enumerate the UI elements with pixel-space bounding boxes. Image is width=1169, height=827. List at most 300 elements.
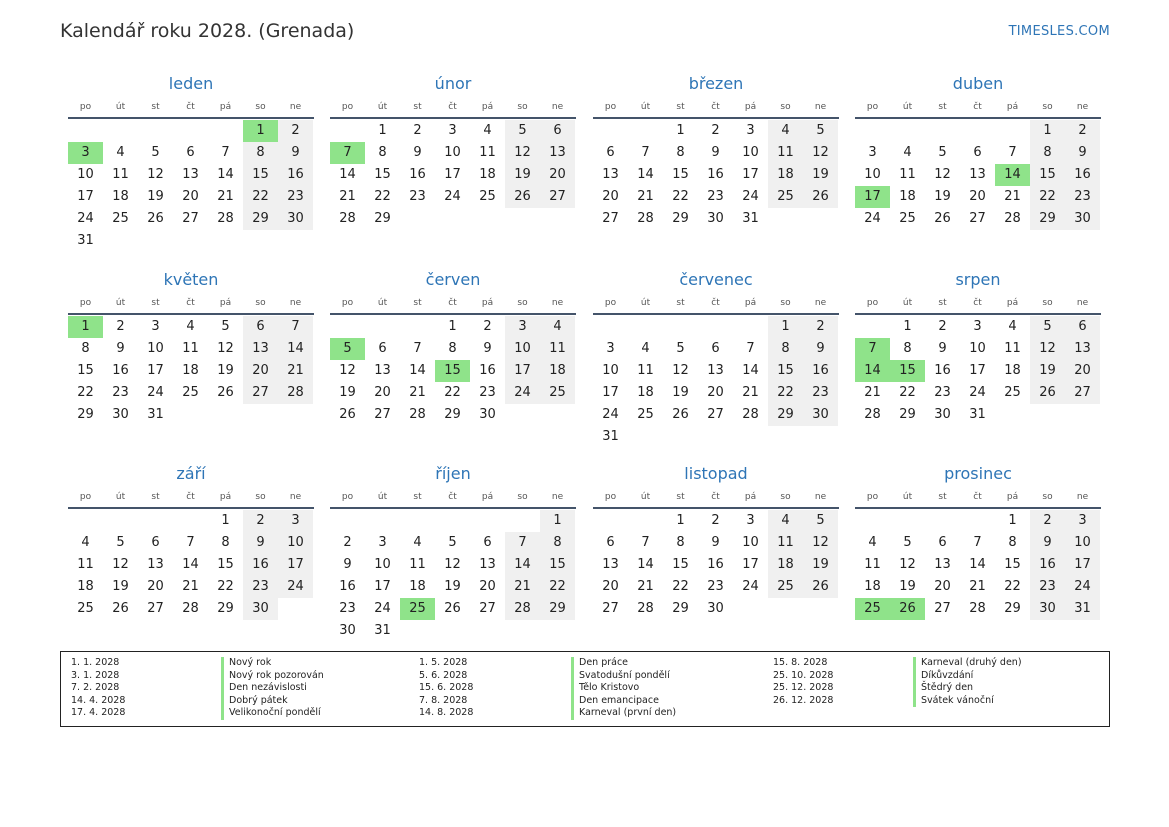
day-cell[interactable]: 4 xyxy=(186,319,195,334)
day-cell[interactable]: 2 xyxy=(243,510,278,532)
day-cell[interactable]: 22 xyxy=(540,576,575,598)
day-cell[interactable]: 21 xyxy=(182,579,199,594)
day-cell[interactable]: 18 xyxy=(182,363,199,378)
day-cell[interactable]: 26 xyxy=(339,407,356,422)
day-cell[interactable]: 25 xyxy=(768,186,803,208)
day-cell[interactable]: 6 xyxy=(938,535,947,550)
day-cell[interactable]: 11 xyxy=(409,557,426,572)
day-cell[interactable]: 5 xyxy=(676,341,685,356)
day-cell[interactable]: 23 xyxy=(112,385,129,400)
day-cell[interactable]: 13 xyxy=(934,557,951,572)
day-cell[interactable]: 3 xyxy=(1065,510,1100,532)
day-cell[interactable]: 14 xyxy=(278,338,313,360)
day-cell[interactable]: 4 xyxy=(768,510,803,532)
day-cell[interactable]: 8 xyxy=(540,532,575,554)
day-cell[interactable]: 17 xyxy=(855,186,890,208)
day-cell[interactable]: 11 xyxy=(899,167,916,182)
day-cell[interactable]: 23 xyxy=(243,576,278,598)
day-cell[interactable]: 19 xyxy=(803,164,838,186)
day-cell[interactable]: 3 xyxy=(151,319,160,334)
day-cell[interactable]: 5 xyxy=(903,535,912,550)
day-cell[interactable]: 7 xyxy=(221,145,230,160)
day-cell[interactable]: 5 xyxy=(330,338,365,360)
day-cell[interactable]: 22 xyxy=(672,189,689,204)
day-cell[interactable]: 20 xyxy=(540,164,575,186)
day-cell[interactable]: 22 xyxy=(1004,579,1021,594)
day-cell[interactable]: 23 xyxy=(339,601,356,616)
day-cell[interactable]: 14 xyxy=(182,557,199,572)
day-cell[interactable]: 10 xyxy=(444,145,461,160)
day-cell[interactable]: 19 xyxy=(803,554,838,576)
day-cell[interactable]: 13 xyxy=(969,167,986,182)
day-cell[interactable]: 8 xyxy=(1008,535,1017,550)
day-cell[interactable]: 11 xyxy=(1004,341,1021,356)
day-cell[interactable]: 15 xyxy=(243,164,278,186)
day-cell[interactable]: 25 xyxy=(400,598,435,620)
day-cell[interactable]: 30 xyxy=(339,623,356,638)
day-cell[interactable]: 25 xyxy=(1004,385,1021,400)
day-cell[interactable]: 11 xyxy=(637,363,654,378)
day-cell[interactable]: 29 xyxy=(444,407,461,422)
day-cell[interactable]: 9 xyxy=(116,341,125,356)
day-cell[interactable]: 9 xyxy=(711,535,720,550)
day-cell[interactable]: 6 xyxy=(606,145,615,160)
day-cell[interactable]: 29 xyxy=(243,208,278,230)
day-cell[interactable]: 27 xyxy=(374,407,391,422)
day-cell[interactable]: 18 xyxy=(637,385,654,400)
day-cell[interactable]: 16 xyxy=(339,579,356,594)
day-cell[interactable]: 15 xyxy=(540,554,575,576)
day-cell[interactable]: 13 xyxy=(374,363,391,378)
day-cell[interactable]: 3 xyxy=(378,535,387,550)
day-cell[interactable]: 5 xyxy=(221,319,230,334)
day-cell[interactable]: 13 xyxy=(1065,338,1100,360)
day-cell[interactable]: 9 xyxy=(483,341,492,356)
day-cell[interactable]: 15 xyxy=(672,167,689,182)
day-cell[interactable]: 23 xyxy=(479,385,496,400)
day-cell[interactable]: 28 xyxy=(409,407,426,422)
day-cell[interactable]: 30 xyxy=(479,407,496,422)
day-cell[interactable]: 29 xyxy=(672,601,689,616)
day-cell[interactable]: 25 xyxy=(182,385,199,400)
day-cell[interactable]: 9 xyxy=(243,532,278,554)
day-cell[interactable]: 20 xyxy=(243,360,278,382)
day-cell[interactable]: 30 xyxy=(112,407,129,422)
day-cell[interactable]: 26 xyxy=(672,407,689,422)
day-cell[interactable]: 20 xyxy=(602,189,619,204)
day-cell[interactable]: 7 xyxy=(330,142,365,164)
day-cell[interactable]: 20 xyxy=(182,189,199,204)
day-cell[interactable]: 7 xyxy=(746,341,755,356)
day-cell[interactable]: 9 xyxy=(711,145,720,160)
day-cell[interactable]: 10 xyxy=(505,338,540,360)
day-cell[interactable]: 6 xyxy=(540,120,575,142)
day-cell[interactable]: 26 xyxy=(147,211,164,226)
day-cell[interactable]: 17 xyxy=(444,167,461,182)
day-cell[interactable]: 31 xyxy=(147,407,164,422)
day-cell[interactable]: 15 xyxy=(435,360,470,382)
day-cell[interactable]: 11 xyxy=(540,338,575,360)
day-cell[interactable]: 21 xyxy=(742,385,759,400)
day-cell[interactable]: 2 xyxy=(1065,120,1100,142)
day-cell[interactable]: 12 xyxy=(1030,338,1065,360)
day-cell[interactable]: 30 xyxy=(243,598,278,620)
day-cell[interactable]: 5 xyxy=(803,120,838,142)
day-cell[interactable]: 12 xyxy=(934,167,951,182)
day-cell[interactable]: 26 xyxy=(1030,382,1065,404)
day-cell[interactable]: 14 xyxy=(217,167,234,182)
day-cell[interactable]: 2 xyxy=(343,535,352,550)
day-cell[interactable]: 5 xyxy=(116,535,125,550)
day-cell[interactable]: 22 xyxy=(77,385,94,400)
day-cell[interactable]: 3 xyxy=(606,341,615,356)
day-cell[interactable]: 16 xyxy=(803,360,838,382)
day-cell[interactable]: 11 xyxy=(864,557,881,572)
day-cell[interactable]: 28 xyxy=(278,382,313,404)
day-cell[interactable]: 13 xyxy=(182,167,199,182)
day-cell[interactable]: 6 xyxy=(378,341,387,356)
day-cell[interactable]: 23 xyxy=(707,189,724,204)
day-cell[interactable]: 28 xyxy=(864,407,881,422)
day-cell[interactable]: 29 xyxy=(217,601,234,616)
day-cell[interactable]: 4 xyxy=(768,120,803,142)
day-cell[interactable]: 1 xyxy=(903,319,912,334)
day-cell[interactable]: 18 xyxy=(1004,363,1021,378)
day-cell[interactable]: 11 xyxy=(768,142,803,164)
day-cell[interactable]: 13 xyxy=(602,557,619,572)
day-cell[interactable]: 22 xyxy=(672,579,689,594)
day-cell[interactable]: 19 xyxy=(339,385,356,400)
day-cell[interactable]: 15 xyxy=(77,363,94,378)
day-cell[interactable]: 28 xyxy=(742,407,759,422)
day-cell[interactable]: 17 xyxy=(602,385,619,400)
day-cell[interactable]: 27 xyxy=(1065,382,1100,404)
day-cell[interactable]: 1 xyxy=(378,123,387,138)
day-cell[interactable]: 6 xyxy=(151,535,160,550)
day-cell[interactable]: 21 xyxy=(505,576,540,598)
day-cell[interactable]: 11 xyxy=(182,341,199,356)
day-cell[interactable]: 7 xyxy=(505,532,540,554)
day-cell[interactable]: 6 xyxy=(606,535,615,550)
day-cell[interactable]: 29 xyxy=(899,407,916,422)
day-cell[interactable]: 2 xyxy=(1030,510,1065,532)
day-cell[interactable]: 15 xyxy=(890,360,925,382)
day-cell[interactable]: 11 xyxy=(77,557,94,572)
day-cell[interactable]: 24 xyxy=(742,189,759,204)
day-cell[interactable]: 24 xyxy=(969,385,986,400)
day-cell[interactable]: 30 xyxy=(278,208,313,230)
day-cell[interactable]: 23 xyxy=(707,579,724,594)
day-cell[interactable]: 20 xyxy=(147,579,164,594)
day-cell[interactable]: 16 xyxy=(409,167,426,182)
day-cell[interactable]: 4 xyxy=(483,123,492,138)
day-cell[interactable]: 10 xyxy=(742,145,759,160)
day-cell[interactable]: 14 xyxy=(637,167,654,182)
day-cell[interactable]: 2 xyxy=(803,316,838,338)
day-cell[interactable]: 20 xyxy=(707,385,724,400)
day-cell[interactable]: 21 xyxy=(1004,189,1021,204)
day-cell[interactable]: 1 xyxy=(1008,513,1017,528)
day-cell[interactable]: 31 xyxy=(1065,598,1100,620)
day-cell[interactable]: 25 xyxy=(479,189,496,204)
day-cell[interactable]: 10 xyxy=(864,167,881,182)
day-cell[interactable]: 15 xyxy=(374,167,391,182)
day-cell[interactable]: 6 xyxy=(1065,316,1100,338)
day-cell[interactable]: 4 xyxy=(81,535,90,550)
day-cell[interactable]: 3 xyxy=(746,513,755,528)
day-cell[interactable]: 31 xyxy=(969,407,986,422)
day-cell[interactable]: 16 xyxy=(243,554,278,576)
day-cell[interactable]: 3 xyxy=(505,316,540,338)
day-cell[interactable]: 31 xyxy=(77,233,94,248)
day-cell[interactable]: 8 xyxy=(243,142,278,164)
day-cell[interactable]: 28 xyxy=(217,211,234,226)
day-cell[interactable]: 18 xyxy=(899,189,916,204)
day-cell[interactable]: 27 xyxy=(934,601,951,616)
day-cell[interactable]: 8 xyxy=(378,145,387,160)
day-cell[interactable]: 8 xyxy=(768,338,803,360)
day-cell[interactable]: 20 xyxy=(479,579,496,594)
day-cell[interactable]: 31 xyxy=(742,211,759,226)
day-cell[interactable]: 21 xyxy=(969,579,986,594)
day-cell[interactable]: 1 xyxy=(676,123,685,138)
day-cell[interactable]: 1 xyxy=(243,120,278,142)
day-cell[interactable]: 1 xyxy=(68,316,103,338)
day-cell[interactable]: 30 xyxy=(1030,598,1065,620)
day-cell[interactable]: 7 xyxy=(973,535,982,550)
day-cell[interactable]: 25 xyxy=(899,211,916,226)
day-cell[interactable]: 29 xyxy=(77,407,94,422)
day-cell[interactable]: 18 xyxy=(479,167,496,182)
day-cell[interactable]: 17 xyxy=(77,189,94,204)
day-cell[interactable]: 10 xyxy=(969,341,986,356)
day-cell[interactable]: 4 xyxy=(641,341,650,356)
day-cell[interactable]: 13 xyxy=(540,142,575,164)
day-cell[interactable]: 22 xyxy=(243,186,278,208)
day-cell[interactable]: 16 xyxy=(479,363,496,378)
day-cell[interactable]: 5 xyxy=(1030,316,1065,338)
day-cell[interactable]: 4 xyxy=(1008,319,1017,334)
day-cell[interactable]: 27 xyxy=(602,601,619,616)
day-cell[interactable]: 27 xyxy=(147,601,164,616)
day-cell[interactable]: 26 xyxy=(112,601,129,616)
day-cell[interactable]: 30 xyxy=(707,211,724,226)
day-cell[interactable]: 31 xyxy=(374,623,391,638)
day-cell[interactable]: 17 xyxy=(147,363,164,378)
day-cell[interactable]: 12 xyxy=(147,167,164,182)
day-cell[interactable]: 7 xyxy=(855,338,890,360)
day-cell[interactable]: 22 xyxy=(374,189,391,204)
day-cell[interactable]: 15 xyxy=(1004,557,1021,572)
day-cell[interactable]: 29 xyxy=(1030,208,1065,230)
day-cell[interactable]: 12 xyxy=(803,142,838,164)
day-cell[interactable]: 24 xyxy=(278,576,313,598)
day-cell[interactable]: 12 xyxy=(444,557,461,572)
day-cell[interactable]: 29 xyxy=(540,598,575,620)
day-cell[interactable]: 22 xyxy=(1030,186,1065,208)
day-cell[interactable]: 17 xyxy=(742,167,759,182)
day-cell[interactable]: 21 xyxy=(637,189,654,204)
day-cell[interactable]: 20 xyxy=(1065,360,1100,382)
day-cell[interactable]: 9 xyxy=(278,142,313,164)
day-cell[interactable]: 13 xyxy=(147,557,164,572)
day-cell[interactable]: 4 xyxy=(540,316,575,338)
day-cell[interactable]: 5 xyxy=(151,145,160,160)
day-cell[interactable]: 16 xyxy=(1065,164,1100,186)
day-cell[interactable]: 14 xyxy=(855,360,890,382)
day-cell[interactable]: 19 xyxy=(899,579,916,594)
day-cell[interactable]: 16 xyxy=(707,167,724,182)
day-cell[interactable]: 6 xyxy=(243,316,278,338)
day-cell[interactable]: 9 xyxy=(1030,532,1065,554)
day-cell[interactable]: 18 xyxy=(768,554,803,576)
day-cell[interactable]: 19 xyxy=(672,385,689,400)
day-cell[interactable]: 12 xyxy=(112,557,129,572)
day-cell[interactable]: 1 xyxy=(221,513,230,528)
day-cell[interactable]: 20 xyxy=(934,579,951,594)
day-cell[interactable]: 26 xyxy=(934,211,951,226)
day-cell[interactable]: 24 xyxy=(864,211,881,226)
day-cell[interactable]: 13 xyxy=(707,363,724,378)
day-cell[interactable]: 15 xyxy=(672,557,689,572)
day-cell[interactable]: 30 xyxy=(934,407,951,422)
day-cell[interactable]: 23 xyxy=(1030,576,1065,598)
day-cell[interactable]: 25 xyxy=(768,576,803,598)
day-cell[interactable]: 21 xyxy=(217,189,234,204)
day-cell[interactable]: 10 xyxy=(147,341,164,356)
day-cell[interactable]: 16 xyxy=(112,363,129,378)
day-cell[interactable]: 15 xyxy=(768,360,803,382)
day-cell[interactable]: 7 xyxy=(278,316,313,338)
day-cell[interactable]: 25 xyxy=(77,601,94,616)
day-cell[interactable]: 24 xyxy=(1065,576,1100,598)
day-cell[interactable]: 2 xyxy=(938,319,947,334)
day-cell[interactable]: 12 xyxy=(803,532,838,554)
day-cell[interactable]: 9 xyxy=(1065,142,1100,164)
day-cell[interactable]: 18 xyxy=(864,579,881,594)
day-cell[interactable]: 4 xyxy=(413,535,422,550)
day-cell[interactable]: 30 xyxy=(1065,208,1100,230)
day-cell[interactable]: 27 xyxy=(243,382,278,404)
day-cell[interactable]: 24 xyxy=(742,579,759,594)
day-cell[interactable]: 18 xyxy=(540,360,575,382)
day-cell[interactable]: 4 xyxy=(116,145,125,160)
day-cell[interactable]: 27 xyxy=(182,211,199,226)
day-cell[interactable]: 12 xyxy=(217,341,234,356)
day-cell[interactable]: 12 xyxy=(672,363,689,378)
day-cell[interactable]: 17 xyxy=(505,360,540,382)
day-cell[interactable]: 13 xyxy=(243,338,278,360)
day-cell[interactable]: 25 xyxy=(112,211,129,226)
day-cell[interactable]: 14 xyxy=(995,164,1030,186)
day-cell[interactable]: 20 xyxy=(374,385,391,400)
day-cell[interactable]: 15 xyxy=(217,557,234,572)
day-cell[interactable]: 1 xyxy=(1030,120,1065,142)
day-cell[interactable]: 10 xyxy=(278,532,313,554)
day-cell[interactable]: 8 xyxy=(1030,142,1065,164)
day-cell[interactable]: 1 xyxy=(448,319,457,334)
day-cell[interactable]: 5 xyxy=(938,145,947,160)
day-cell[interactable]: 2 xyxy=(711,123,720,138)
day-cell[interactable]: 24 xyxy=(374,601,391,616)
day-cell[interactable]: 29 xyxy=(374,211,391,226)
day-cell[interactable]: 13 xyxy=(479,557,496,572)
day-cell[interactable]: 6 xyxy=(973,145,982,160)
day-cell[interactable]: 29 xyxy=(1004,601,1021,616)
day-cell[interactable]: 30 xyxy=(803,404,838,426)
day-cell[interactable]: 2 xyxy=(711,513,720,528)
day-cell[interactable]: 16 xyxy=(278,164,313,186)
day-cell[interactable]: 10 xyxy=(1065,532,1100,554)
day-cell[interactable]: 25 xyxy=(637,407,654,422)
day-cell[interactable]: 19 xyxy=(1030,360,1065,382)
day-cell[interactable]: 14 xyxy=(969,557,986,572)
day-cell[interactable]: 19 xyxy=(934,189,951,204)
day-cell[interactable]: 14 xyxy=(505,554,540,576)
day-cell[interactable]: 7 xyxy=(1008,145,1017,160)
day-cell[interactable]: 17 xyxy=(278,554,313,576)
day-cell[interactable]: 28 xyxy=(969,601,986,616)
day-cell[interactable]: 27 xyxy=(540,186,575,208)
day-cell[interactable]: 24 xyxy=(77,211,94,226)
day-cell[interactable]: 17 xyxy=(742,557,759,572)
day-cell[interactable]: 25 xyxy=(540,382,575,404)
day-cell[interactable]: 9 xyxy=(938,341,947,356)
day-cell[interactable]: 28 xyxy=(339,211,356,226)
day-cell[interactable]: 2 xyxy=(116,319,125,334)
day-cell[interactable]: 23 xyxy=(278,186,313,208)
day-cell[interactable]: 7 xyxy=(186,535,195,550)
day-cell[interactable]: 9 xyxy=(803,338,838,360)
day-cell[interactable]: 27 xyxy=(479,601,496,616)
day-cell[interactable]: 11 xyxy=(112,167,129,182)
day-cell[interactable]: 14 xyxy=(339,167,356,182)
day-cell[interactable]: 26 xyxy=(217,385,234,400)
day-cell[interactable]: 30 xyxy=(707,601,724,616)
day-cell[interactable]: 22 xyxy=(899,385,916,400)
day-cell[interactable]: 2 xyxy=(413,123,422,138)
day-cell[interactable]: 8 xyxy=(81,341,90,356)
day-cell[interactable]: 27 xyxy=(969,211,986,226)
day-cell[interactable]: 21 xyxy=(637,579,654,594)
day-cell[interactable]: 19 xyxy=(112,579,129,594)
day-cell[interactable]: 3 xyxy=(973,319,982,334)
day-cell[interactable]: 24 xyxy=(147,385,164,400)
day-cell[interactable]: 12 xyxy=(899,557,916,572)
day-cell[interactable]: 6 xyxy=(186,145,195,160)
day-cell[interactable]: 23 xyxy=(409,189,426,204)
day-cell[interactable]: 26 xyxy=(803,186,838,208)
day-cell[interactable]: 9 xyxy=(343,557,352,572)
day-cell[interactable]: 28 xyxy=(505,598,540,620)
day-cell[interactable]: 8 xyxy=(676,535,685,550)
day-cell[interactable]: 29 xyxy=(768,404,803,426)
day-cell[interactable]: 26 xyxy=(803,576,838,598)
day-cell[interactable]: 18 xyxy=(112,189,129,204)
day-cell[interactable]: 6 xyxy=(711,341,720,356)
day-cell[interactable]: 25 xyxy=(855,598,890,620)
day-cell[interactable]: 29 xyxy=(672,211,689,226)
day-cell[interactable]: 3 xyxy=(448,123,457,138)
day-cell[interactable]: 1 xyxy=(768,316,803,338)
day-cell[interactable]: 21 xyxy=(409,385,426,400)
day-cell[interactable]: 22 xyxy=(217,579,234,594)
day-cell[interactable]: 17 xyxy=(374,579,391,594)
day-cell[interactable]: 16 xyxy=(934,363,951,378)
day-cell[interactable]: 18 xyxy=(768,164,803,186)
day-cell[interactable]: 12 xyxy=(339,363,356,378)
day-cell[interactable]: 24 xyxy=(505,382,540,404)
